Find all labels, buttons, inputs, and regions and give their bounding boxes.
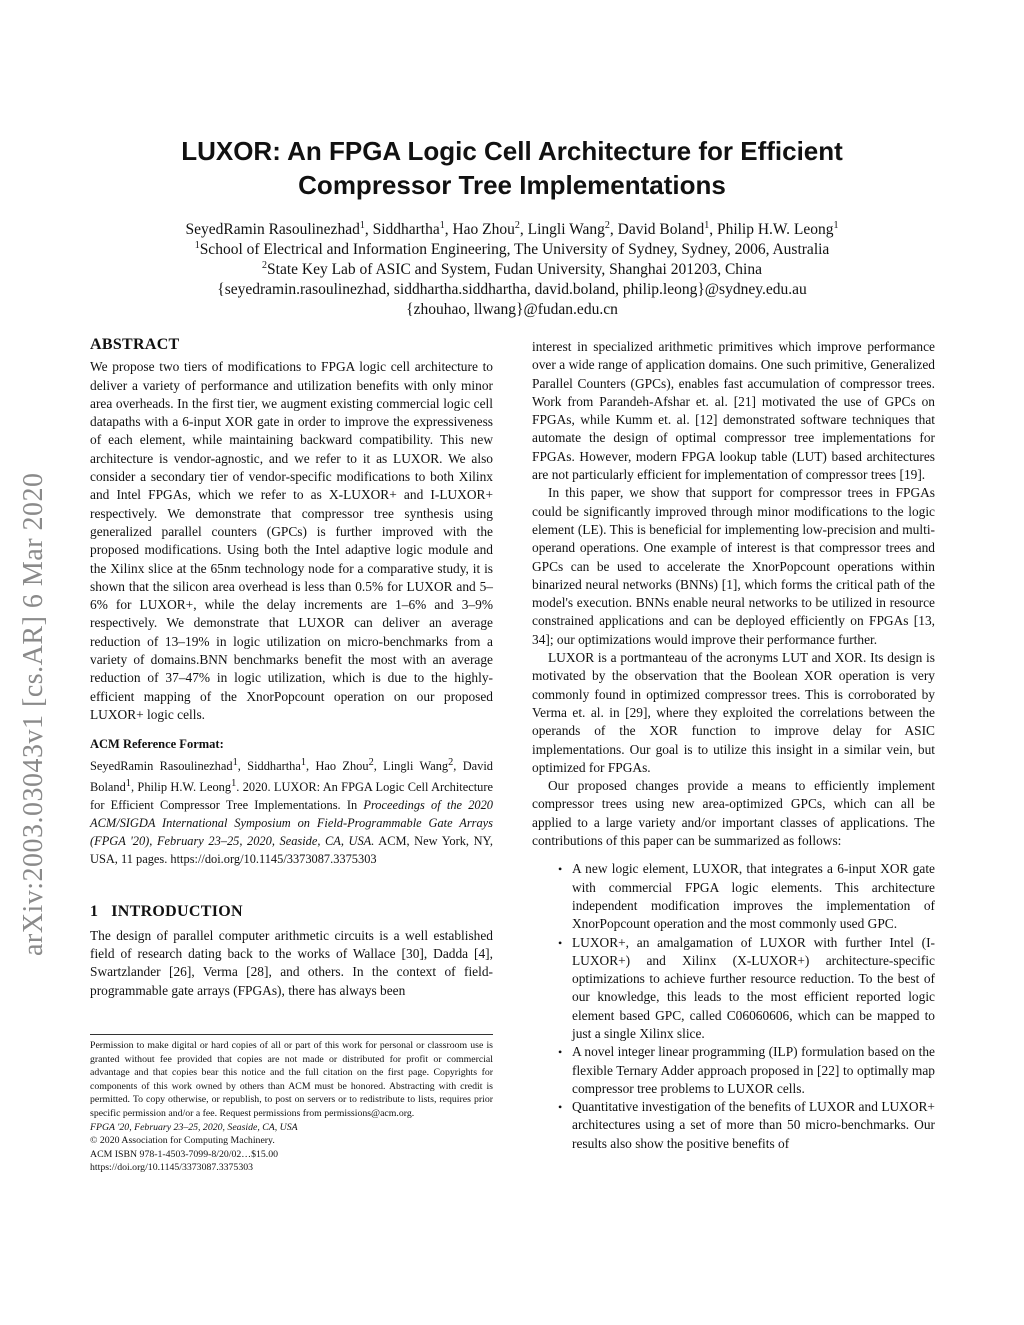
bullet-icon: •	[558, 862, 563, 877]
intro-heading-number: 1	[90, 902, 99, 920]
contribution-text: A new logic element, LUXOR, that integrates a 6-input XOR gate with commercial FPGA logic elements. This architecture independent modification improves the implementation of XnorPopcount operation and the most commonly used GPC.	[572, 861, 935, 932]
author-sup: 1	[359, 220, 365, 231]
left-column	[90, 336, 493, 1000]
arxiv-stamp-text: arXiv:2003.03043v1 [cs.AR] 6 Mar 2020	[18, 472, 49, 956]
intro-paragraph-cont: interest in specialized arithmetic primitives which improve performance over a wide range of application domains. One such primitive, Generalized Parallel Counters (GPCs), enables fast accumulation of compressor trees. Work from Parandeh-Afshar et. al. [21] motivated the use of GPCs on FPGAs, while Kumm et. al. [12] demonstrated software techniques that automate the design of optimal compressor tree implementations for FPGAs. However, modern FPGA lookup table (LUT) based architectures are not particularly efficient for implementation of compressor trees [19].	[532, 339, 935, 483]
intro-paragraph-2: In this paper, we show that support for compressor trees in FPGAs could be significantly improved through minor modifications to the logic element (LE). This is beneficial for implementing low-precision and multi-operand operations. One example of interest is that compressor trees and GPCs can be used to accelerate the XnorPopcount operations within binarized neural networks (BNNs) [1], which forms the critical path of the model's execution. BNNs enable neural networks to be utilized in resource constrained applications and can be deployed efficiently on FPGAs [13, 34]; our optimizations would improve their performance further.	[532, 485, 935, 647]
ref-proceedings: Proceedings of the 2020 ACM/SIGDA International Symposium on Field-Programmable Gate Arrays (FPGA '20), February 23–25, 2020, Seaside, CA, USA.	[90, 798, 494, 848]
bullet-icon: •	[558, 935, 563, 950]
author-sep: ,	[444, 221, 453, 238]
affiliation-2	[60, 260, 964, 280]
author-sep: ,	[709, 221, 717, 238]
ref-author: David Boland	[90, 758, 493, 795]
contribution-text: Quantitative investigation of the benefits of LUXOR and LUXOR+ architectures using a set of more than 50 micro-benchmarks. Our results also show the positive benefits of	[572, 1099, 935, 1151]
ref-author: Philip H.W. Leong	[137, 780, 232, 795]
ref-author-sup: 1	[125, 778, 131, 790]
intro-paragraph-3: LUXOR is a portmanteau of the acronyms LUT and XOR. Its design is motivated by the observation that the Boolean XOR operation is very commonly found in optimized compressor trees. This is corroborated by Verma et. al. in [29], where they exploited the correlations between the operands of the XOR function to improve delay for ASIC implementations. Our goal is to utilize this insight in a similar vein, but optimized for FPGAs.	[532, 650, 935, 775]
ref-author-sup: 2	[368, 756, 374, 768]
author-block	[60, 220, 964, 320]
ref-author-sup: 1	[231, 778, 237, 790]
contribution-item	[532, 1098, 935, 1153]
affiliation-text: State Key Lab of ASIC and System, Fudan University, Shanghai 201203, China	[267, 261, 762, 278]
abstract-text: We propose two tiers of modifications to FPGA logic cell architecture to deliver a variety of performance and utilization benefits with only minor area overheads. In the first tier, we augment existing commercial logic cell datapaths with a 6-input XOR gate in order to improve the expressiveness of each element, while maintaining backward compatibility. This new architecture is vendor-agnostic, and we refer to it as LUXOR. We also consider a secondary tier of vendor-specific modifications to both Xilinx and Intel FPGAs, which we refer to as X-LUXOR+ and I-LUXOR+ respectively. We demonstrate that compressor tree synthesis using generalized parallel counters (GPCs) is further improved with the proposed modifications. Using both the Intel adaptive logic module and the Xilinx slice at the 65nm technology node for a comparative study, it is shown that the silicon area overhead is less than 0.5% for LUXOR and 5–6% for LUXOR+, while the delay increments are 1–6% and 3–9% respectively. We demonstrate that LUXOR can deliver an average reduction of 13–19% in logic utilization on micro-benchmarks from a variety of domains.BNN benchmarks benefit the most with an average reduction of 37–47% in logic utilization, which is due to the highly-efficient mapping of the XnorPopcount operation on our proposed LUXOR+ logic cells.	[90, 359, 493, 722]
paper-title	[90, 134, 934, 202]
ref-author: Hao Zhou	[315, 758, 369, 773]
contribution-item	[532, 860, 935, 933]
intro-heading-text: INTRODUCTION	[111, 902, 243, 920]
contribution-item	[532, 934, 935, 1044]
author-sep: ,	[364, 221, 373, 238]
permission-footnote	[90, 1034, 493, 1175]
contribution-item	[532, 1043, 935, 1098]
intro-paragraph-1: The design of parallel computer arithmetic circuits is a well established field of research dating back to the works of Wallace [30], Dadda [4], Swartzlander [26], Verma [28], and others. In the context of field-programmable gate arrays (FPGAs), there has always been	[90, 927, 493, 998]
author-name: Philip H.W. Leong	[716, 221, 834, 238]
ref-sep: ,	[130, 780, 138, 795]
title-line-2: Compressor Tree Implementations	[298, 170, 726, 200]
ref-author-sup: 1	[232, 756, 238, 768]
author-sup: 2	[514, 220, 520, 231]
ref-author: Lingli Wang	[383, 758, 449, 773]
author-sep: ,	[519, 221, 528, 238]
ref-sep: ,	[453, 758, 463, 773]
permission-text: Permission to make digital or hard copies of all or part of this work for personal or classroom use is granted without fee provided that copies are not made or distributed for profit or commercial advantage and that copies bear this notice and the full citation on the first page. Copyrights for components of this work owned by others than ACM must be honored. Abstracting with credit is permitted. To copy otherwise, or republish, to post on servers or to redistribute to lists, requires prior specific permission and/or a fee. Request permissions from permissions@acm.org.	[90, 1040, 493, 1119]
author-name: Siddhartha	[372, 221, 440, 238]
ref-author: SeyedRamin Rasoulinezhad	[90, 758, 233, 773]
copyright-line: © 2020 Association for Computing Machinery.	[90, 1135, 275, 1147]
ref-sep: ,	[306, 758, 316, 773]
author-name: Hao Zhou	[452, 221, 515, 238]
author-sep: ,	[609, 221, 618, 238]
bullet-icon: •	[558, 1045, 563, 1060]
acm-ref-heading: ACM Reference Format:	[90, 737, 224, 752]
ref-author-sup: 1	[300, 756, 307, 768]
contributions-list	[532, 860, 935, 1153]
author-name: Lingli Wang	[527, 221, 605, 238]
author-sup: 2	[604, 220, 610, 231]
doi-line: https://doi.org/10.1145/3373087.3375303	[90, 1162, 254, 1174]
email-line-1: {seyedramin.rasoulinezhad, siddhartha.siddhartha, david.boland, philip.leong}@sydney.edu.au	[217, 281, 807, 298]
title-line-1: LUXOR: An FPGA Logic Cell Architecture for Efficient	[181, 136, 843, 166]
bullet-icon: •	[558, 1100, 563, 1115]
acm-ref-text	[90, 754, 493, 869]
author-sup: 1	[833, 220, 839, 231]
email-line-2: {zhouhao, llwang}@fudan.edu.cn	[406, 301, 618, 318]
ref-author: Siddhartha	[247, 758, 301, 773]
affiliation-1	[60, 240, 964, 260]
author-sup: 1	[439, 220, 445, 231]
author-name: SeyedRamin Rasoulinezhad	[185, 221, 360, 238]
author-sup: 1	[704, 220, 710, 231]
arxiv-stamp	[18, 356, 58, 956]
intro-heading	[90, 903, 493, 921]
ref-author-sup: 2	[448, 756, 454, 768]
ref-body: . 2020. LUXOR: An FPGA Logic Cell Architecture for Efficient Compressor Tree Implementations. In	[90, 780, 493, 813]
author-list	[60, 220, 964, 240]
ref-sep: ,	[237, 758, 248, 773]
abstract-heading: ABSTRACT	[90, 336, 180, 353]
contribution-text: A novel integer linear programming (ILP) formulation based on the flexible Ternary Adder approach proposed in [22] to optimally map compressor tree problems to LUXOR cells.	[572, 1044, 935, 1096]
ref-tail: ACM, New York, NY, USA, 11 pages. https://doi.org/10.1145/3373087.3375303	[90, 833, 493, 866]
conference-line: FPGA '20, February 23–25, 2020, Seaside, CA, USA	[90, 1121, 298, 1133]
ref-sep: ,	[373, 758, 384, 773]
author-name: David Boland	[617, 221, 705, 238]
affiliation-sup: 1	[194, 240, 200, 251]
right-column	[532, 338, 935, 1153]
affiliation-text: School of Electrical and Information Engineering, The University of Sydney, Sydney, 2006, Australia	[199, 241, 830, 258]
affiliation-sup: 2	[262, 260, 268, 271]
intro-paragraph-4: Our proposed changes provide a means to efficiently implement compressor trees using new area-optimized GPCs, which can all be applied to a large variety and/or important classes of applications. The contributions of this paper can be summarized as follows:	[532, 778, 935, 849]
isbn-line: ACM ISBN 978-1-4503-7099-8/20/02…$15.00	[90, 1148, 279, 1160]
contribution-text: LUXOR+, an amalgamation of LUXOR with further Intel (I-LUXOR+) and Xilinx (X-LUXOR+) architecture-specific optimizations to achieve further resource reduction. To the best of our knowledge, this leads to the most efficient reported logic element based GPC, called C06060606, which can be mapped to just a single Xilinx slice.	[572, 934, 935, 1041]
